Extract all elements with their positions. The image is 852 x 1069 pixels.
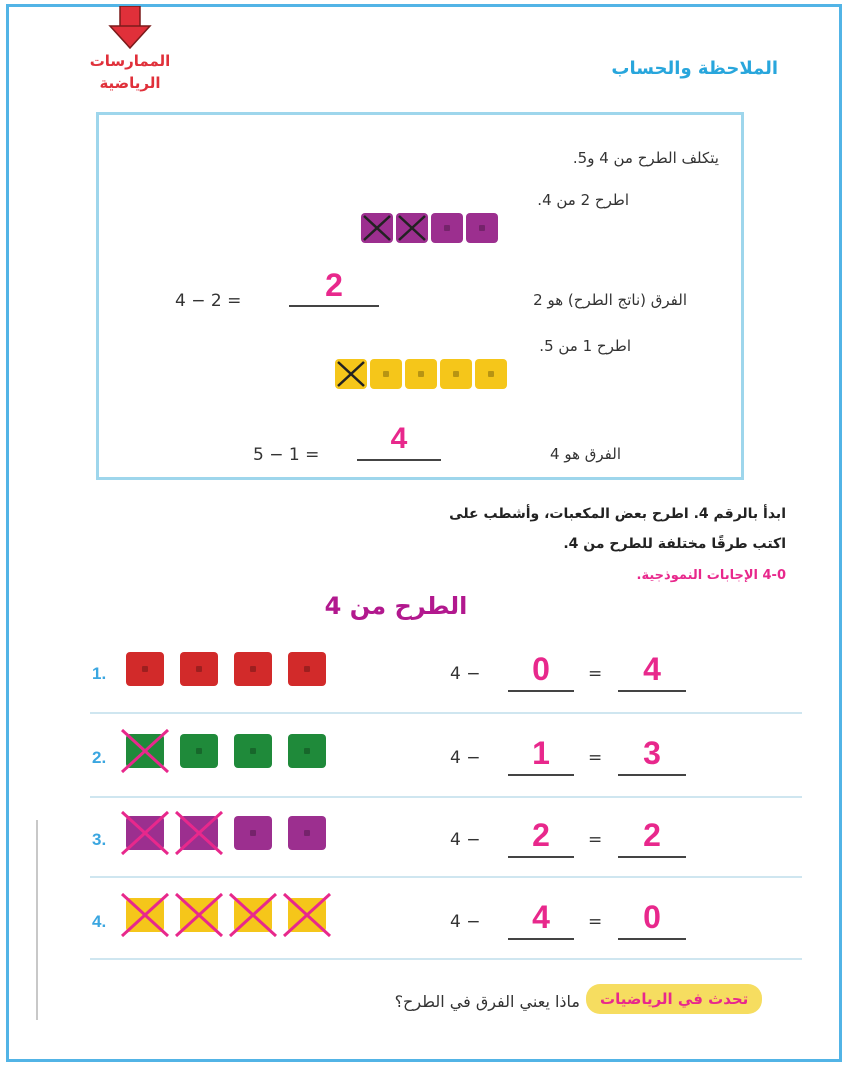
row-divider — [90, 796, 802, 798]
unit-cube-icon — [440, 359, 472, 389]
unit-cube-icon — [361, 213, 393, 243]
unit-cube-icon — [475, 359, 507, 389]
unit-cube-icon — [405, 359, 437, 389]
row4-equals: = — [588, 912, 603, 932]
unit-cube-icon — [396, 213, 428, 243]
example1-equation: 4 − 2 = — [175, 291, 242, 311]
unit-cube-icon — [126, 734, 164, 768]
row4-cubes — [126, 898, 326, 932]
cross-mark-icon — [122, 812, 160, 846]
row3-number: 3. — [92, 830, 107, 849]
row1-result: 4 — [618, 648, 686, 692]
talk-math-badge: تحدث في الرياضيات — [586, 984, 762, 1014]
unit-cube-icon — [288, 816, 326, 850]
section-title: الملاحظة والحساب — [611, 58, 778, 79]
row-divider — [90, 876, 802, 878]
cross-mark-icon — [176, 812, 214, 846]
unit-cube-icon — [234, 652, 272, 686]
row1-subtrahend: 0 — [508, 648, 574, 692]
row2-equals: = — [588, 748, 603, 768]
row4-result: 0 — [618, 896, 686, 940]
model-answers-note: 4-0 الإجابات النموذجية. — [636, 568, 786, 583]
row1-cubes — [126, 652, 326, 686]
example1-difference-text: الفرق (ناتج الطرح) هو 2 — [533, 291, 687, 309]
cross-mark-icon — [284, 894, 322, 928]
footer-question: ماذا يعني الفرق في الطرح؟ — [394, 992, 580, 1011]
example2-equation: 5 − 1 = — [253, 445, 320, 465]
unit-cube-icon — [234, 898, 272, 932]
unit-cube-icon — [126, 816, 164, 850]
row1-minuend: 4 − — [450, 664, 481, 684]
unit-cube-icon — [466, 213, 498, 243]
unit-cube-icon — [126, 652, 164, 686]
unit-cube-icon — [234, 734, 272, 768]
row4-minuend: 4 − — [450, 912, 481, 932]
row3-minuend: 4 − — [450, 830, 481, 850]
unit-cube-icon — [370, 359, 402, 389]
unit-cube-icon — [288, 734, 326, 768]
row2-cubes — [126, 734, 326, 768]
row2-subtrahend: 1 — [508, 732, 574, 776]
instructions-line2: اكتب طرقًا مختلفة للطرح من 4. — [563, 536, 786, 552]
example-line2: اطرح 2 من 4. — [537, 191, 629, 209]
cross-mark-icon — [122, 730, 160, 764]
unit-cube-icon — [335, 359, 367, 389]
practice-label-line2: الرياضية — [99, 74, 161, 92]
unit-cube-icon — [431, 213, 463, 243]
row3-equals: = — [588, 830, 603, 850]
instructions-line1: ابدأ بالرقم 4. اطرح بعض المكعبات، وأشطب على — [449, 506, 786, 522]
cross-mark-icon — [361, 213, 393, 243]
unit-cube-icon — [288, 898, 326, 932]
example2-difference-text: الفرق هو 4 — [550, 445, 621, 463]
row4-subtrahend: 4 — [508, 896, 574, 940]
unit-cube-icon — [126, 898, 164, 932]
side-margin-note — [30, 820, 44, 1020]
unit-cube-icon — [180, 652, 218, 686]
row2-result: 3 — [618, 732, 686, 776]
practice-label-line1: الممارسات — [89, 52, 171, 70]
cross-mark-icon — [176, 894, 214, 928]
row1-number: 1. — [92, 664, 107, 683]
down-arrow-icon — [108, 6, 152, 50]
row2-number: 2. — [92, 748, 107, 767]
example1-answer: 2 — [289, 265, 379, 307]
practice-label — [70, 50, 190, 94]
row3-cubes — [126, 816, 326, 850]
row-divider — [90, 712, 802, 714]
row3-subtrahend: 2 — [508, 814, 574, 858]
row4-number: 4. — [92, 912, 107, 931]
unit-cube-icon — [180, 734, 218, 768]
example-line3: اطرح 1 من 5. — [539, 337, 631, 355]
row1-equals: = — [588, 664, 603, 684]
unit-cube-icon — [234, 816, 272, 850]
row2-minuend: 4 − — [450, 748, 481, 768]
cross-mark-icon — [396, 213, 428, 243]
cross-mark-icon — [230, 894, 268, 928]
example1-cubes — [361, 213, 498, 243]
example-box — [96, 112, 744, 480]
row3-result: 2 — [618, 814, 686, 858]
unit-cube-icon — [180, 898, 218, 932]
row-divider — [90, 958, 802, 960]
exercise-title: الطرح من 4 — [324, 592, 468, 620]
cross-mark-icon — [335, 359, 367, 389]
unit-cube-icon — [180, 816, 218, 850]
example2-cubes — [335, 359, 507, 389]
cross-mark-icon — [122, 894, 160, 928]
example2-answer: 4 — [357, 419, 441, 461]
example-line1: يتكلف الطرح من 4 و5. — [572, 149, 719, 167]
unit-cube-icon — [288, 652, 326, 686]
